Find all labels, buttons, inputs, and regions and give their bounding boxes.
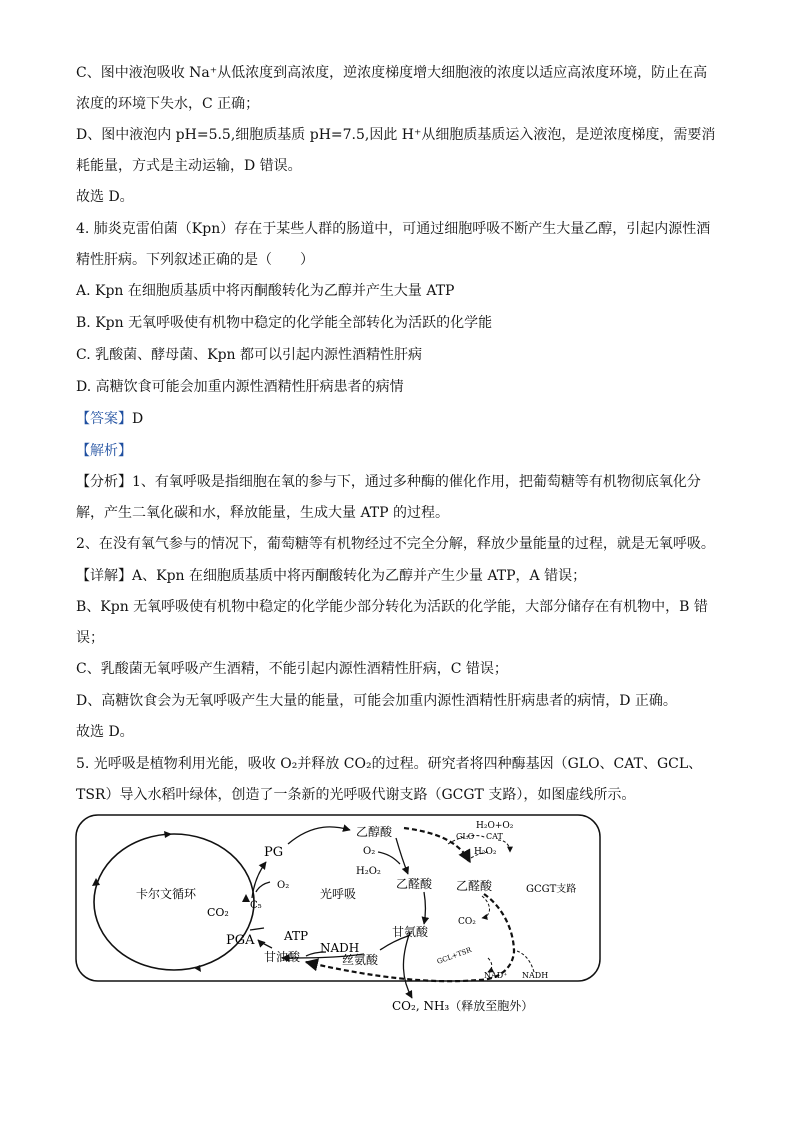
gcl-tsr-label: GCL+TSR (435, 945, 473, 966)
pga-label: PGA (226, 933, 255, 948)
xiangjie-b: B、Kpn 无氧呼吸使有机物中稳定的化学能少部分转化为活跃的化学能，大部分储存在有机物中，B 错误； (76, 599, 708, 646)
h2o-o2-label: H₂O+O₂ (476, 821, 514, 831)
pg-label: PG (264, 845, 284, 860)
analysis-heading (76, 436, 716, 467)
release-label: CO₂, NH₃（释放至胞外） (392, 999, 534, 1013)
question-4-stem: 4. 肺炎克雷伯菌（Kpn）存在于某些人群的肠道中，可通过细胞呼吸不断产生大量乙醇，引起内源性酒精性肝病。下列叙述正确的是（ ） (76, 221, 711, 268)
calvin-cycle-label: 卡尔文循环 (136, 887, 197, 901)
nad-plus-label: NAD⁺ (484, 971, 508, 980)
choose-d-1: 故选 D。 (76, 189, 134, 205)
o2-pg-label: O₂ (277, 880, 290, 891)
cat-label: CAT (486, 832, 503, 841)
fenxi-point-2: 2、在没有氧气参与的情况下，葡萄糖等有机物经过不完全分解，释放少量能量的过程，就是无氧呼吸。 (76, 536, 715, 552)
question-4-option-b: B. Kpn 无氧呼吸使有机物中稳定的化学能全部转化为活跃的化学能 (76, 315, 493, 331)
glo-label: GLO (456, 832, 475, 841)
photorespiration-label: 光呼吸 (320, 887, 357, 901)
glycine-label: 甘氨酸 (392, 925, 429, 939)
fenxi-label: 【分析】 (76, 474, 132, 490)
question-4-option-c: C. 乳酸菌、酵母菌、Kpn 都可以引起内源性酒精性肝病 (76, 347, 422, 363)
xiangjie-a-paragraph (76, 561, 716, 592)
co2-right-label: CO₂ (458, 917, 476, 927)
h2o2-mid-label: H₂O₂ (356, 866, 381, 877)
xiangjie-label: 【详解】 (76, 568, 132, 584)
serine-label: 丝氨酸 (342, 953, 379, 967)
glycolate-label: 乙醇酸 (356, 825, 393, 839)
question-5-stem: 5. 光呼吸是植物利用光能，吸收 O₂并释放 CO₂的过程。研究者将四种酶基因（GLO、CAT、GCL、TSR）导入水稻叶绿体，创造了一条新的光呼吸代谢支路（GCGT 支路），如图虚线所示。 (76, 756, 703, 803)
fenxi-text: 1、有氧呼吸是指细胞在氧的参与下，通过多种酶的催化作用，把葡萄糖等有机物彻底氧化分解，产生二氧化碳和水，释放能量，生成大量 ATP 的过程。 (76, 474, 701, 521)
analysis-label: 【解析】 (76, 443, 132, 459)
glycerate-label: 甘油酸 (264, 950, 301, 964)
atp-label: ATP (284, 929, 309, 943)
glyoxylate-right-label: 乙醛酸 (456, 879, 493, 893)
h2o2-right-label: H₂O₂ (474, 847, 497, 857)
o2-top-label: O₂ (363, 846, 376, 857)
xiangjie-c: C、乳酸菌无氧呼吸产生酒精，不能引起内源性酒精性肝病，C 错误； (76, 661, 508, 677)
fenxi-paragraph (76, 467, 716, 529)
choose-d-2: 故选 D。 (76, 724, 134, 740)
nadh-mid-label: NADH (320, 941, 360, 955)
glyoxylate-label: 乙醛酸 (396, 877, 433, 891)
option-c-analysis: C、图中液泡吸收 Na⁺从低浓度到高浓度，逆浓度梯度增大细胞液的浓度以适应高浓度环境，防止在高浓度的环境下失水，C 正确； (76, 65, 708, 112)
xiangjie-a: A、Kpn 在细胞质基质中将丙酮酸转化为乙醇并产生少量 ATP，A 错误； (132, 568, 587, 584)
option-d-analysis: D、图中液泡内 pH=5.5,细胞质基质 pH=7.5,因此 H⁺从细胞质基质运入液泡，是逆浓度梯度，需要消耗能量，方式是主动运输，D 错误。 (76, 127, 716, 174)
co2-left-label: CO₂ (207, 906, 229, 919)
c5-label: C₅ (250, 900, 262, 911)
xiangjie-d: D、高糖饮食会为无氧呼吸产生大量的能量，可能会加重内源性酒精性肝病患者的病情，D 正确。 (76, 693, 677, 709)
answer-label: 【答案】 (76, 411, 132, 427)
answer-value: D (132, 411, 144, 427)
photorespiration-diagram (74, 812, 604, 1022)
calvin-cycle-circle (92, 831, 254, 972)
question-4-option-a: A. Kpn 在细胞质基质中将丙酮酸转化为乙醇并产生大量 ATP (76, 283, 455, 299)
answer-line (76, 404, 716, 435)
nadh-right-label: NADH (522, 971, 549, 980)
question-4-option-d: D. 高糖饮食可能会加重内源性酒精性肝病患者的病情 (76, 379, 404, 395)
gcgt-branch-label: GCGT支路 (526, 884, 577, 895)
